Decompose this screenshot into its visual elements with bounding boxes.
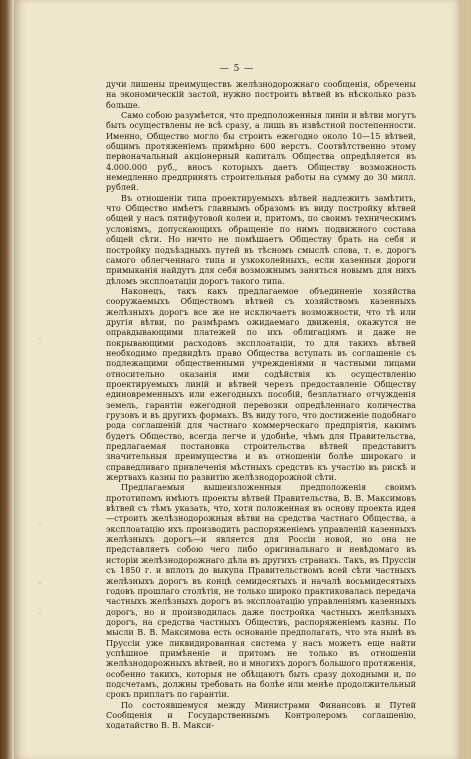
paragraph: Наконецъ, такъ какъ предлагаемое объединеніе хозяйства сооружаемыхъ Обществомъ вѣтвей съ хозяйствомъ казенныхъ желѣзныхъ дорогъ все же не исключаетъ возможности, что тѣ или другія вѣтви, по размѣрамъ ожидаемаго движенія, окажутся не оправдывающими платежей по ихъ облигаціямъ и даже не покрывающими расходовъ эксплоатаціи, то для такихъ вѣтвей необходимо предвидѣть право Общества вступать въ соглашеніе съ подлежащими общественными учрежденіями и частными лицами относительно оказанія ими содѣйствія къ осуществленію проектируемыхъ линій и вѣтвей черезъ предоставленіе Обществу единовременныхъ или ежегодныхъ пособій, безплатнаго отчужденія земель, гарантіи ежегодной перевозки опредѣленнаго количества грузовъ и въ другихъ формахъ. Въ виду того, что достиженіе подобнаго рода соглашеній для частнаго коммерческаго предпріятія, какимъ будетъ Общество, всегда легче и удобнѣе, чѣмъ для Правительства, предлагаемая постановка строительства вѣтвей представитъ значительныя преимущества и въ отношеніи болѣе широкаго и справедливаго привлеченія мѣстныхъ средствъ къ участію въ рискѣ и жертвахъ казны по развитію желѣзнодорожной сѣти. <box>106 285 416 483</box>
margin-mark: · <box>38 610 42 618</box>
page-body-text <box>106 79 416 731</box>
paragraph: Само собою разумѣется, что предположенныя линіи и вѣтви могутъ быть осуществлены не всѣ сразу, а лишь въ извѣстной постепенности. Именно, Общество могло бы строить ежегодно около 10—15 вѣтвей, общимъ протяженіемъ примѣрно 600 верстъ. Соотвѣтственно этому первоначальный акціонерный капиталъ Общества опредѣляется въ 4.000.000 руб., вносъ которыхъ даетъ Обществу возможность немедленно предпринять строительныя работы на сумму до 30 милл. рублей. <box>106 110 416 193</box>
page-stack-edge <box>460 0 471 759</box>
margin-mark: · <box>38 520 42 528</box>
margin-mark: · <box>38 335 42 343</box>
paragraph: Въ отношеніи типа проектируемыхъ вѣтвей надлежитъ замѣтить, что Общество имѣетъ главнымъ образомъ въ виду постройку вѣтвей общей у насъ пятифутовой колеи и, притомъ, по своимъ техническимъ условіямъ, допускающихъ обращеніе по нимъ подвижного состава общей сѣти. Но ничто не помѣшаетъ Обществу брать на себя и постройку подъѣздныхъ путей въ тѣсномъ смыслѣ слова, т. е. дорогъ самого облегченнаго типа и узкоколейныхъ, если казенныя дороги примыканія найдутъ для себя возможнымъ заняться новымъ для нихъ дѣломъ эксплоатаціи дорогъ такого типа. <box>106 192 416 286</box>
page-number: — 5 — <box>219 64 255 74</box>
margin-mark: · <box>38 580 42 588</box>
paragraph: дучи лишены преимуществъ желѣзнодорожнаго сообщенія, обречены на экономическій застой, нужно построить вѣтвей въ нѣсколько разъ больше. <box>106 79 416 110</box>
paragraph: Предлагаемыя вышеизложенныя предположенія своимъ прототипомъ имѣютъ проекты вѣтвей Правительства, В. В. Максимовъ вѣтвей съ тѣмъ указать, что, хотя положенная въ основу проекта идея—строить желѣзнодорожныя вѣтви на средства частнаго Общества, а эксплоатацію ихъ производить распоряженіемъ управленій казенныхъ желѣзныхъ дорогъ—и является для Россіи новой, но она не представляетъ собою чего либо оригинальнаго и невѣдомаго въ исторіи желѣзнодорожнаго дѣла въ другихъ странахъ. Такъ, въ Пруссіи съ 1850 г. и вплоть до выкупа Правительствомъ всей сѣти частныхъ желѣзныхъ дорогъ въ концѣ семидесятыхъ и началѣ восьмидесятыхъ годовъ прошлаго столѣтія, не только широко практиковалась передача частныхъ желѣзныхъ дорогъ въ эксплоатацію управленіямъ казенныхъ дорогъ, но и производилась даже постройка частныхъ желѣзныхъ дорогъ, на средства частныхъ Обществъ, распоряженіемъ казны. По мысли В. В. Максимова есть основаніе предполагать, что эта нынѣ въ Пруссіи уже ликвидированная система у насъ можетъ еще найти успѣшное примѣненіе и притомъ не только въ отношеніи желѣзнодорожныхъ вѣтвей, но и многихъ дорогъ большого протяженія, особенно такихъ, которыя не обѣщаютъ быть сразу доходными и, по подсчетамъ, должны требовать на болѣе или менѣе продолжительный срокъ приплатъ по гарантіи. <box>106 482 416 700</box>
paragraph: По состоявшемуся между Министрами Финансовъ и Путей Сообщенія и Государственнымъ Контролеромъ соглашенію, ходатайство В. В. Макси- <box>106 699 416 731</box>
book-page <box>14 0 460 759</box>
